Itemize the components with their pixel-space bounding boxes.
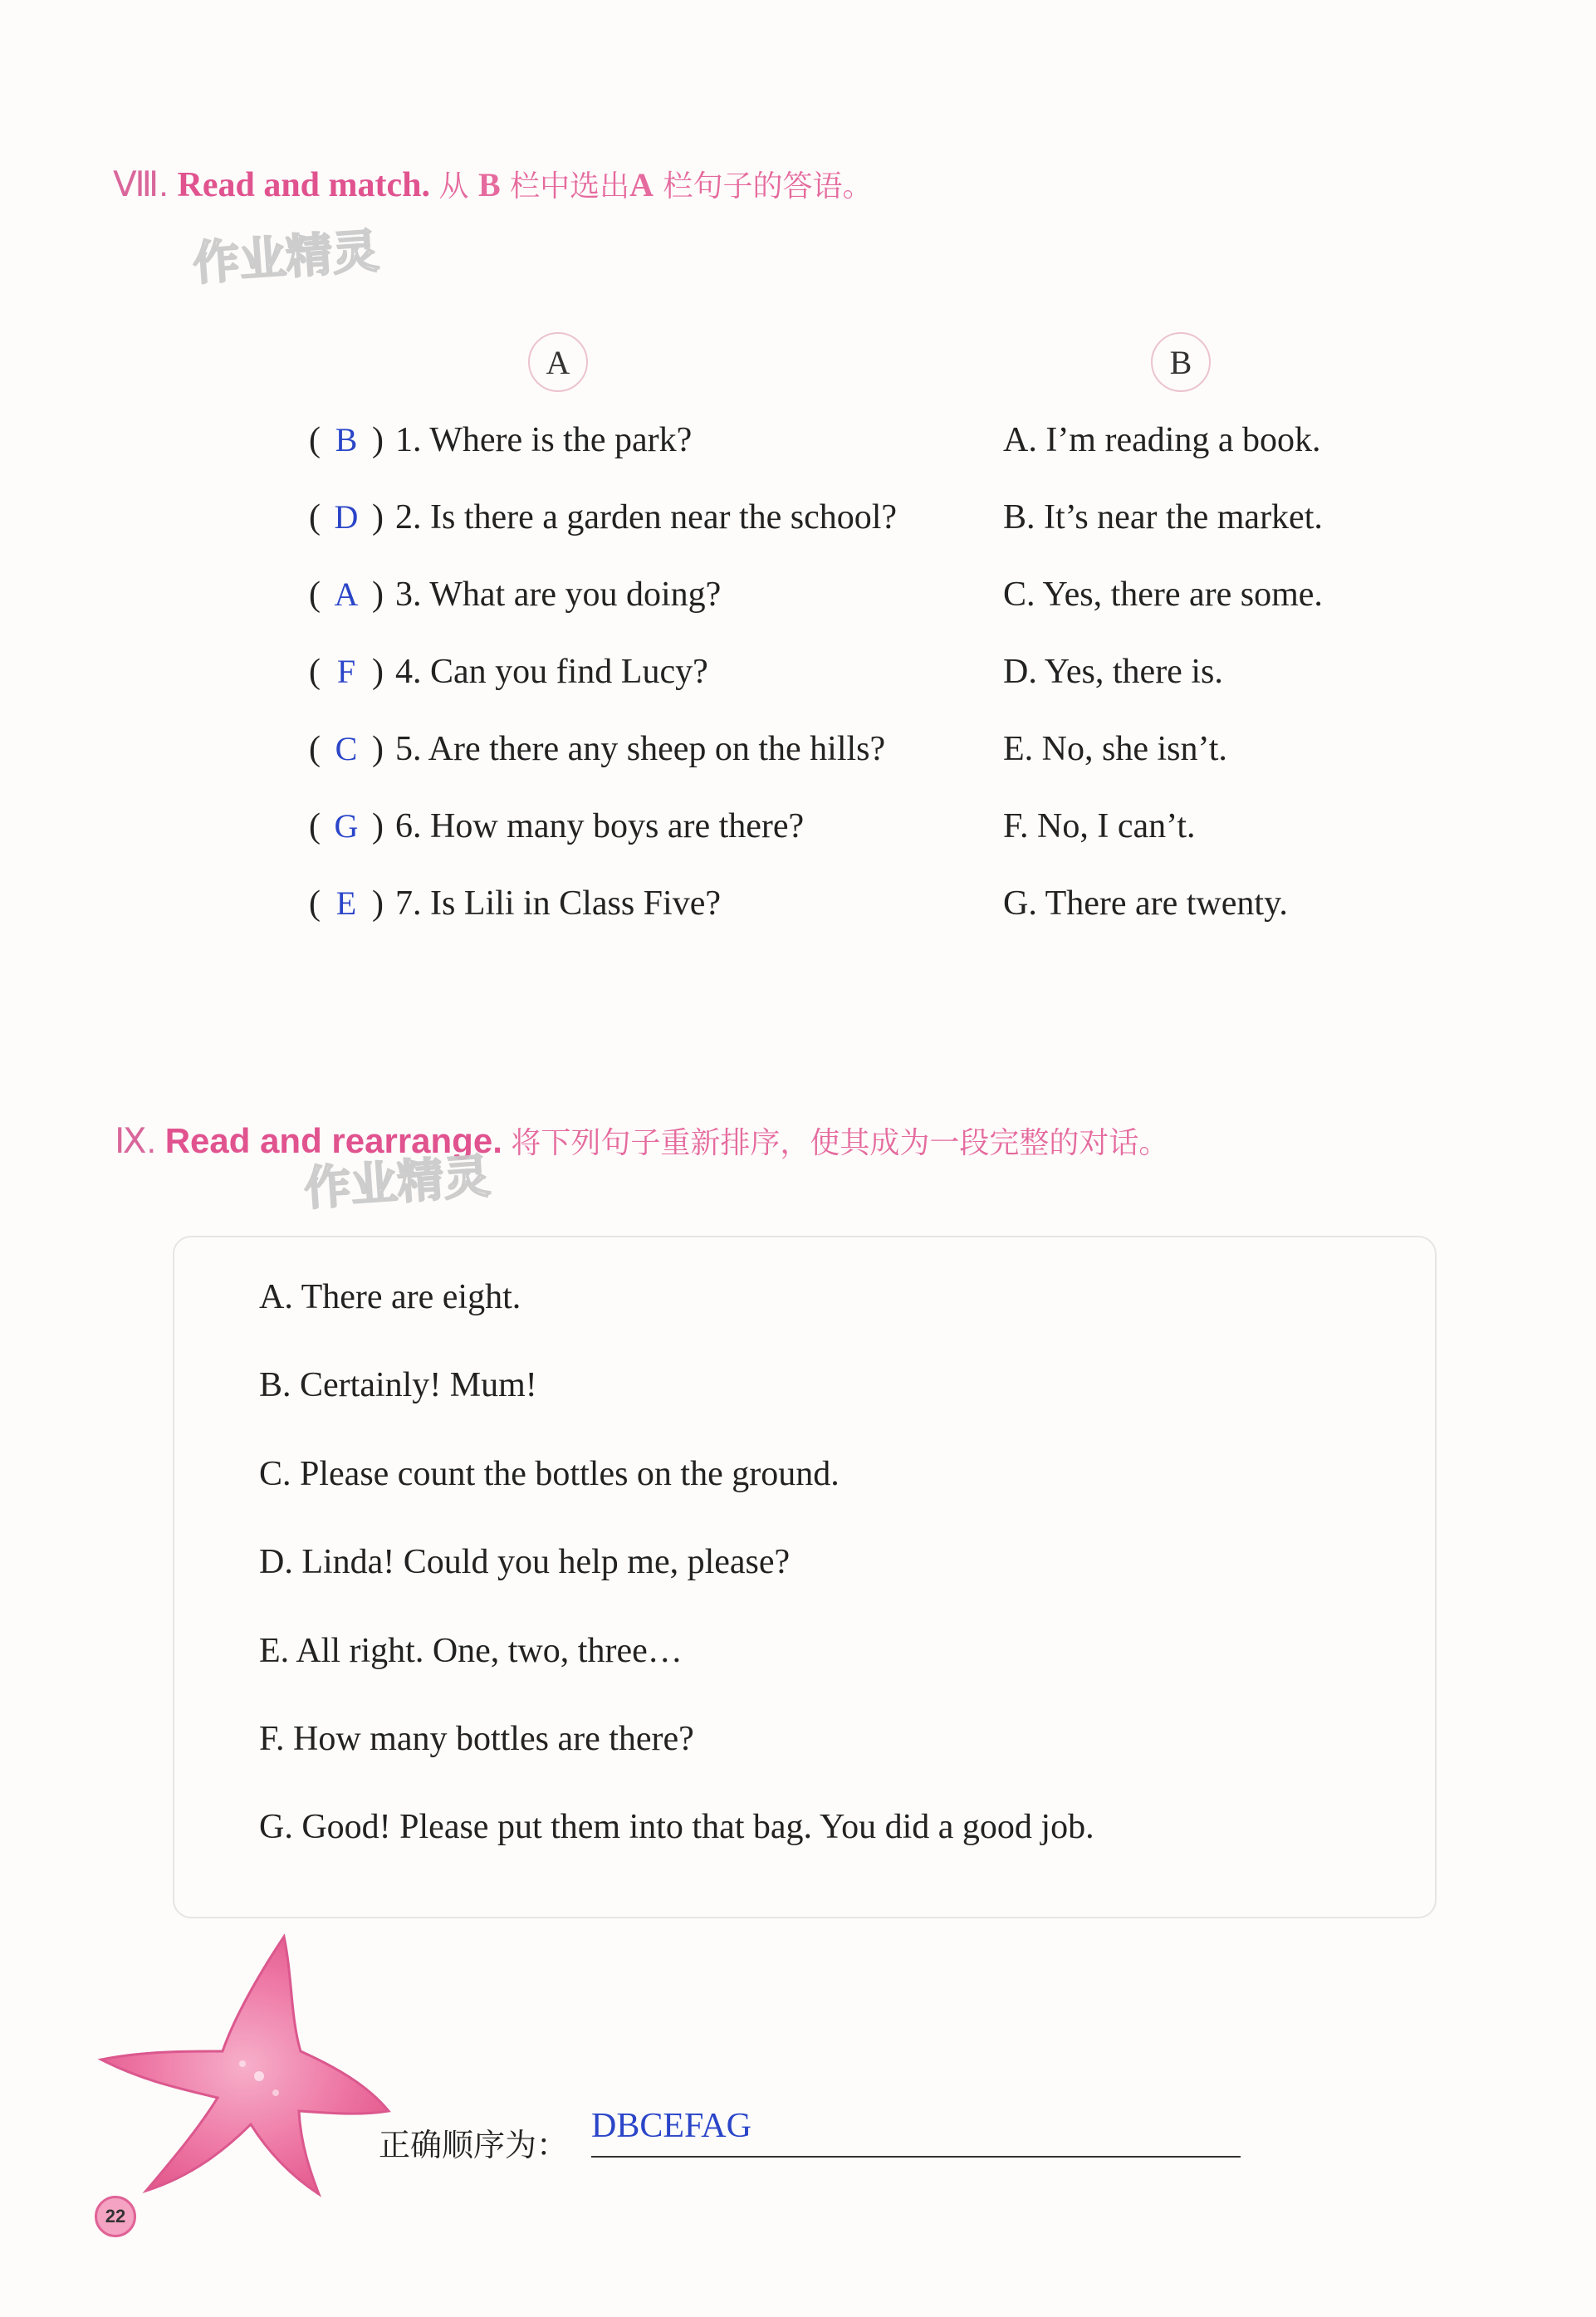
option-text: B. It’s near the market. — [1003, 498, 1323, 536]
answer-letter: B — [335, 421, 358, 458]
answer-letter: C — [335, 730, 358, 767]
option-text: E. No, she isn’t. — [1003, 730, 1227, 768]
option-text: C. Yes, there are some. — [1003, 576, 1323, 614]
sentence-item: C. Please count the bottles on the ground. — [259, 1455, 840, 1493]
answer-bracket: ( A ) — [309, 576, 384, 614]
watermark: 作业精灵 — [191, 224, 381, 291]
match-row — [0, 806, 1596, 856]
answer-bracket: ( E ) — [309, 884, 384, 923]
section-9-heading — [115, 1119, 1168, 1162]
answer-letter: F — [336, 653, 356, 690]
answer-letter: E — [335, 884, 357, 922]
match-row — [0, 652, 1596, 702]
question-text: 5. Are there any sheep on the hills? — [395, 730, 886, 768]
sentence-item: B. Certainly! Mum! — [259, 1366, 537, 1404]
sentence-item: E. All right. One, two, three… — [259, 1632, 683, 1670]
answer-letter: G — [334, 807, 359, 845]
question-text: 7. Is Lili in Class Five? — [395, 884, 721, 923]
option-text: G. There are twenty. — [1003, 884, 1288, 923]
watermark: 作业精灵 — [302, 1149, 492, 1217]
section-8-heading — [113, 163, 873, 205]
order-label: 正确顺序为： — [379, 2127, 569, 2163]
section-9-number: Ⅸ. — [115, 1121, 157, 1160]
section-9-title: Read and rearrange. — [164, 1121, 502, 1160]
section-8-number: Ⅷ. — [113, 164, 169, 203]
section-8-title: Read and match. — [177, 166, 431, 204]
answer-bracket: ( B ) — [309, 421, 384, 459]
answer-bracket: ( F ) — [309, 653, 384, 691]
column-b-label: B — [1151, 332, 1211, 392]
sentence-item: A. There are eight. — [259, 1278, 521, 1316]
question-text: 2. Is there a garden near the school? — [395, 498, 898, 536]
answer-letter: D — [334, 498, 359, 536]
question-text: 1. Where is the park? — [395, 421, 693, 459]
sentence-item: D. Linda! Could you help me, please? — [259, 1543, 791, 1581]
question-text: 4. Can you find Lucy? — [395, 653, 708, 691]
answer-underline — [591, 2156, 1241, 2158]
column-a-label: A — [528, 332, 588, 392]
question-text: 3. What are you doing? — [395, 576, 722, 614]
answer-letter: A — [334, 576, 359, 613]
answer-bracket: ( G ) — [309, 807, 384, 845]
page-number-badge: 22 — [95, 2196, 136, 2237]
starfish-illustration — [93, 1927, 400, 2201]
sentence-item: F. How many bottles are there? — [259, 1720, 694, 1758]
answer-bracket: ( D ) — [309, 498, 384, 536]
option-text: F. No, I can’t. — [1003, 807, 1196, 845]
option-text: D. Yes, there is. — [1003, 653, 1223, 691]
answer-bracket: ( C ) — [309, 730, 384, 768]
sentence-item: G. Good! Please put them into that bag. You did a good job. — [259, 1808, 1094, 1846]
match-row — [0, 729, 1596, 779]
option-text: A. I’m reading a book. — [1003, 421, 1321, 459]
section-8-instruction: 从 B 栏中选出A 栏句子的答语。 — [438, 166, 873, 203]
match-row — [0, 420, 1596, 470]
section-9-instruction: 将下列句子重新排序，使其成为一段完整的对话。 — [511, 1126, 1169, 1160]
match-row — [0, 497, 1596, 547]
match-row — [0, 575, 1596, 625]
order-answer: DBCEFAG — [591, 2107, 751, 2145]
question-text: 6. How many boys are there? — [395, 807, 805, 845]
match-row — [0, 884, 1596, 933]
